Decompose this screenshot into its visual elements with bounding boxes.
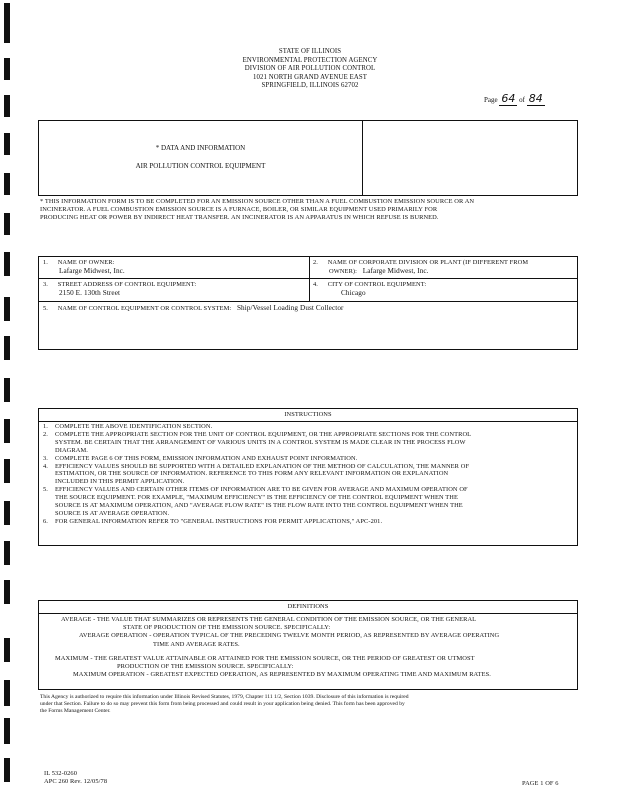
- instruction-line: DIAGRAM.: [55, 446, 88, 454]
- instruction-line: COMPLETE THE APPROPRIATE SECTION FOR THE UNIT OF CONTROL EQUIPMENT, OR THE APPROPRIATE SECTIONS FOR THE CONTROL: [55, 430, 472, 438]
- instruction-number: 6.: [43, 517, 48, 525]
- instruction-item: [43, 423, 573, 431]
- field-label: STREET ADDRESS OF CONTROL EQUIPMENT:: [57, 281, 197, 288]
- instruction-item: [43, 431, 573, 455]
- definitions-divider: [39, 613, 577, 614]
- field-label: NAME OF CORPORATE DIVISION OR PLANT (IF DIFFERENT FROM: [327, 259, 529, 266]
- page-current: 64: [501, 92, 516, 105]
- binding-mark: [4, 378, 10, 402]
- intro-line: * THIS INFORMATION FORM IS TO BE COMPLETED FOR AN EMISSION SOURCE OTHER THAN A FUEL COMBUSTION EMISSION SOURCE OR AN: [40, 198, 475, 205]
- instruction-line: COMPLETE PAGE 6 OF THIS FORM, EMISSION INFORMATION AND EXHAUST POINT INFORMATION.: [55, 454, 358, 462]
- field-number: 1.: [43, 259, 48, 266]
- binding-mark: [4, 336, 10, 360]
- instruction-number: 1.: [43, 423, 48, 430]
- instruction-item: [43, 463, 573, 487]
- instruction-line: COMPLETE THE ABOVE IDENTIFICATION SECTION.: [55, 423, 213, 430]
- title-box: [38, 120, 578, 196]
- binding-mark: [4, 680, 10, 706]
- binding-mark: [4, 459, 10, 483]
- field-number: 2.: [313, 259, 318, 266]
- instructions-divider: [39, 421, 577, 422]
- field-label: NAME OF OWNER:: [57, 259, 115, 266]
- instruction-number: 3.: [43, 454, 48, 462]
- form-title: [39, 144, 362, 171]
- field-number: 3.: [43, 281, 48, 288]
- identification-section: [38, 256, 578, 350]
- field-control-equipment-name[interactable]: [43, 304, 573, 313]
- instruction-number: 4.: [43, 462, 48, 470]
- definition-line: AVERAGE - THE VALUE THAT SUMMARIZES OR REPRESENTS THE GENERAL CONDITION OF THE EMISSION SOURCE, OR THE GENERAL: [61, 616, 477, 623]
- definition-line: MAXIMUM OPERATION - GREATEST EXPECTED OPERATION, AS REPRESENTED BY MAXIMUM OPERATING TIME AND MAXIMUM RATES.: [73, 671, 491, 679]
- binding-mark: [4, 213, 10, 235]
- binding-mark: [4, 419, 10, 443]
- instruction-line: EFFICIENCY VALUES SHOULD BE SUPPORTED WITH A DETAILED EXPLANATION OF THE METHOD OF CALCULATION, THE MANNER OF: [55, 462, 470, 470]
- instruction-number: 5.: [43, 486, 48, 494]
- page-of-label: of: [519, 96, 525, 104]
- intro-note: [40, 198, 580, 222]
- legal-line: under that Section. Failure to do so may prevent this form from being processed and could result in your application being denied. This form has been approved by: [40, 701, 405, 707]
- binding-mark: [4, 173, 10, 195]
- definition-line: MAXIMUM - THE GREATEST VALUE ATTAINABLE OR ATTAINED FOR THE EMISSION SOURCE, OR THE PERIOD OF GREATEST OR UTMOST: [55, 654, 475, 662]
- field-corporate-division[interactable]: [313, 259, 575, 276]
- form-code: [44, 770, 107, 786]
- field-value: Ship/Vessel Loading Dust Collector: [236, 304, 344, 312]
- instructions-list: [43, 423, 573, 526]
- binding-mark: [4, 638, 10, 662]
- intro-line: PRODUCING HEAT OR POWER BY INDIRECT HEAT TRANSFER. AN INCINERATOR IS AN APPARATUS IN WHICH REFUSE IS BURNED.: [40, 214, 439, 221]
- header-line: ENVIRONMENTAL PROTECTION AGENCY: [242, 56, 378, 64]
- field-divider-v: [309, 257, 310, 301]
- field-divider-h: [39, 301, 577, 302]
- page-total: 84: [528, 92, 543, 105]
- instructions-section: [38, 408, 578, 546]
- title-divider: [362, 121, 363, 195]
- instruction-line: ESTIMATION, OR THE SOURCE OF INFORMATION. REFERENCE TO THIS FORM ANY RELEVANT INFORMATION OR EXPLANATION: [55, 470, 449, 478]
- page-label: Page: [484, 96, 498, 104]
- instruction-item: [43, 486, 573, 518]
- field-label: OWNER):: [329, 268, 358, 275]
- page-number: PAGE 1 OF 6: [522, 780, 559, 787]
- instruction-line: SYSTEM. BE CERTAIN THAT THE ARRANGEMENT OF VARIOUS UNITS IN A CONTROL SYSTEM IS MADE CLEAR IN THE PROCESS FLOW: [55, 438, 466, 446]
- binding-mark: [4, 297, 10, 321]
- field-number: 4.: [313, 281, 318, 288]
- instruction-line: EFFICIENCY VALUES AND CERTAIN OTHER ITEMS OF INFORMATION ARE TO BE GIVEN FOR AVERAGE AND MAXIMUM OPERATION OF: [55, 486, 468, 494]
- page-marker: [484, 92, 545, 106]
- header-line: SPRINGFIELD, ILLINOIS 62702: [261, 82, 359, 89]
- field-value: Chicago: [341, 289, 366, 297]
- field-value: Lafarge Midwest, Inc.: [59, 267, 125, 275]
- binding-mark: [4, 252, 10, 276]
- header-line: 1021 NORTH GRAND AVENUE EAST: [252, 73, 368, 81]
- intro-line: INCINERATOR. A FUEL COMBUSTION EMISSION SOURCE IS A FURNACE, BOILER, OR SIMILAR EQUIPMENT USED PRIMARILY FOR: [40, 206, 438, 213]
- binding-mark: [4, 501, 10, 525]
- field-divider-h: [39, 278, 577, 279]
- instruction-line: SOURCE IS AT MAXIMUM OPERATION, AND "AVERAGE FLOW RATE" IS THE FLOW RATE INTO THE CONTROL EQUIPMENT WHEN THE: [55, 502, 463, 510]
- instruction-item: [43, 518, 573, 526]
- header-line: STATE OF ILLINOIS: [278, 48, 342, 55]
- binding-mark: [4, 580, 10, 604]
- agency-header: [180, 48, 440, 91]
- instruction-line: THE SOURCE EQUIPMENT. FOR EXAMPLE, "MAXIMUM EFFICIENCY" IS THE EFFICIENCY OF THE CONTROL EQUIPMENT WHEN THE: [55, 494, 458, 502]
- field-number: 5.: [43, 305, 48, 312]
- field-label: CITY OF CONTROL EQUIPMENT:: [327, 281, 427, 288]
- binding-mark: [4, 95, 10, 117]
- form-title-line: AIR POLLUTION CONTROL EQUIPMENT: [135, 162, 266, 170]
- field-owner[interactable]: [43, 259, 305, 275]
- instruction-line: INCLUDED IN THIS PERMIT APPLICATION.: [55, 478, 185, 486]
- form-code-line: APC 260 Rev. 12/05/78: [44, 778, 108, 785]
- binding-mark: [4, 718, 10, 744]
- binding-mark: [4, 758, 10, 782]
- instruction-item: [43, 455, 573, 463]
- definition-line: TIME AND AVERAGE RATES.: [153, 640, 240, 648]
- binding-mark: [4, 3, 10, 43]
- definition-line: PRODUCTION OF THE EMISSION SOURCE. SPECIFICALLY:: [117, 663, 294, 671]
- instruction-line: SOURCE IS AT AVERAGE OPERATION.: [55, 509, 170, 517]
- instruction-line: FOR GENERAL INFORMATION REFER TO "GENERAL INSTRUCTIONS FOR PERMIT APPLICATIONS," APC-201.: [55, 517, 383, 525]
- field-value: Lafarge Midwest, Inc.: [362, 267, 429, 275]
- form-title-line: * DATA AND INFORMATION: [155, 144, 246, 152]
- instruction-number: 2.: [43, 430, 48, 438]
- definition-line: STATE OF PRODUCTION OF THE EMISSION SOURCE. SPECIFICALLY:: [123, 624, 331, 632]
- binding-mark: [4, 58, 10, 80]
- instructions-title: INSTRUCTIONS: [284, 411, 332, 418]
- form-code-line: IL 532-0260: [44, 770, 77, 777]
- legal-line: This Agency is authorized to require this information under Illinois Revised Statutes, 1979, Chapter 111 1/2, Section 1039. Disclosure of this information is required: [40, 694, 409, 700]
- field-street-address[interactable]: [43, 281, 305, 297]
- field-label: NAME OF CONTROL EQUIPMENT OR CONTROL SYSTEM:: [57, 305, 232, 312]
- definitions-body: [55, 616, 575, 679]
- definition-line: AVERAGE OPERATION - OPERATION TYPICAL OF THE PRECEDING TWELVE MONTH PERIOD, AS REPRESENTED BY AVERAGE OPERATING: [79, 632, 500, 640]
- header-line: DIVISION OF AIR POLLUTION CONTROL: [244, 65, 376, 72]
- legal-line: the Forms Management Center.: [40, 708, 111, 714]
- field-value: 2150 E. 130th Street: [59, 289, 121, 297]
- definitions-title: DEFINITIONS: [287, 603, 329, 610]
- binding-mark: [4, 133, 10, 155]
- definitions-section: [38, 600, 578, 690]
- legal-note: [40, 694, 580, 715]
- field-city[interactable]: [313, 281, 575, 297]
- binding-mark: [4, 541, 10, 565]
